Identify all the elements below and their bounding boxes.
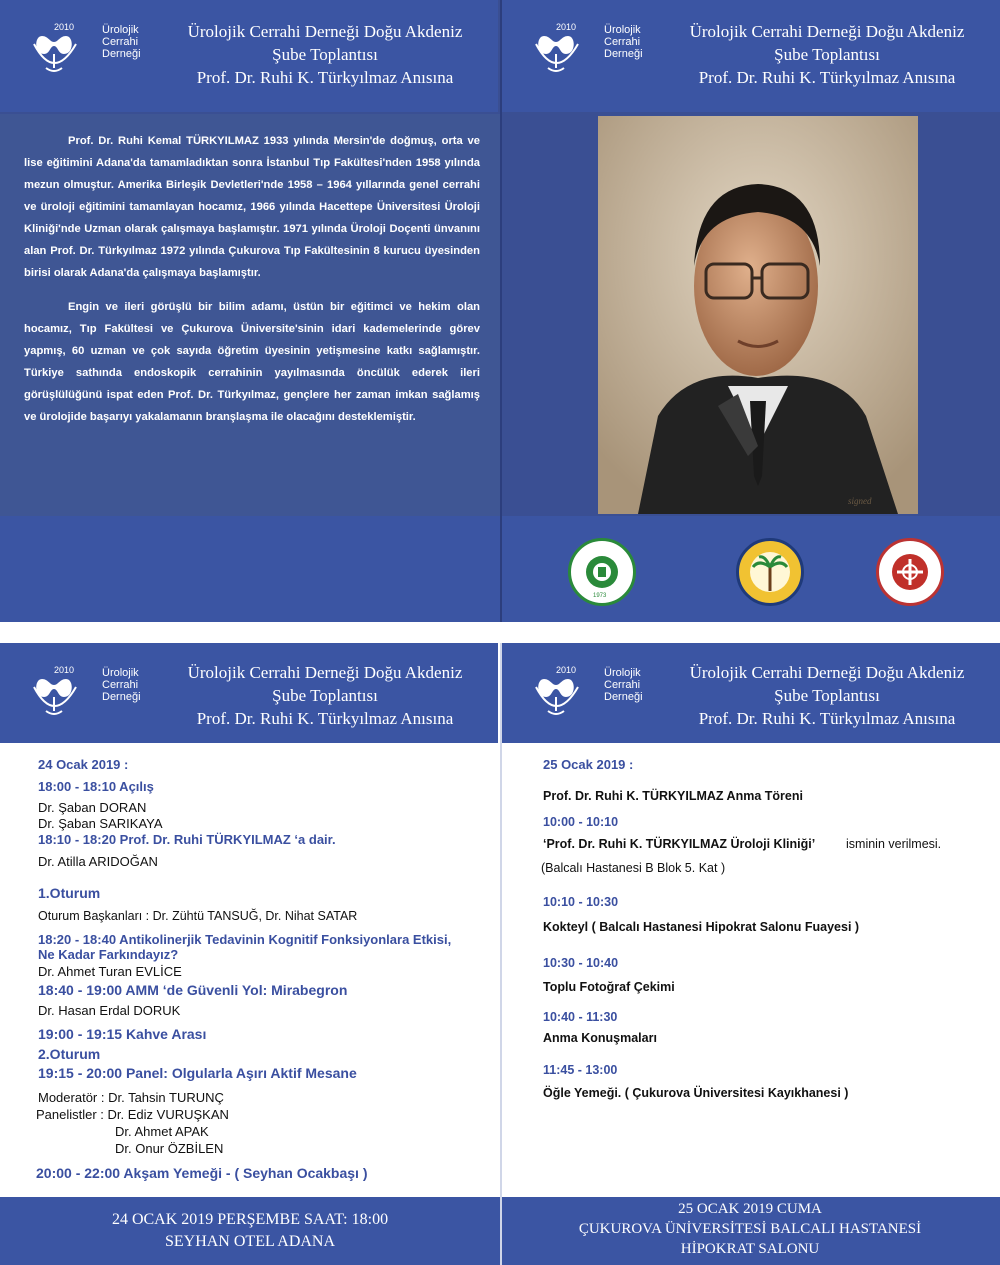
footer-line: SEYHAN OTEL ADANA	[164, 1233, 336, 1250]
program-item: Moderatör : Dr. Tahsin TURUNÇ	[38, 1090, 224, 1105]
logo-text	[102, 667, 141, 703]
kidney-logo-icon	[32, 24, 100, 78]
fold-divider	[500, 643, 502, 1265]
program-item: Dr. Atilla ARIDOĞAN	[38, 854, 158, 869]
header-left	[0, 643, 498, 743]
header-title	[160, 661, 490, 730]
association-logo	[32, 18, 152, 78]
portrait-image	[598, 116, 918, 514]
program-item: Dr. Onur ÖZBİLEN	[115, 1141, 224, 1156]
footer-right	[500, 1197, 1000, 1265]
footer-line: 25 OCAK 2019 CUMA	[678, 1201, 822, 1217]
program-item: 18:40 - 19:00 AMM ‘de Güvenli Yol: Mirabegron	[38, 982, 348, 998]
program-item: Dr. Hasan Erdal DORUK	[38, 1003, 181, 1018]
program-item: ‘Prof. Dr. Ruhi K. TÜRKYILMAZ Üroloji Kliniği’	[543, 837, 816, 851]
footer-line: HİPOKRAT SALONU	[680, 1241, 820, 1257]
program-item: 19:00 - 19:15 Kahve Arası	[38, 1026, 207, 1042]
program-item: (Balcalı Hastanesi B Blok 5. Kat )	[541, 861, 726, 875]
header-title	[662, 661, 992, 730]
logo-year: 2010	[54, 22, 75, 32]
program-item: 20:00 - 22:00 Akşam Yemeği - ( Seyhan Ocakbaşı )	[36, 1165, 368, 1181]
program-item: 19:15 - 20:00 Panel: Olgularla Aşırı Aktif Mesane	[38, 1065, 357, 1081]
program-item: 10:00 - 10:10	[543, 815, 619, 829]
logo-line: Cerrahi	[604, 679, 641, 691]
program-item: Öğle Yemeği. ( Çukurova Üniversitesi Kayıkhanesi )	[543, 1086, 849, 1100]
association-logo	[534, 661, 654, 721]
logo-line: Cerrahi	[604, 36, 641, 48]
program-item: Toplu Fotoğraf Çekimi	[543, 980, 675, 994]
header-title-line: Prof. Dr. Ruhi K. Türkyılmaz Anısına	[698, 68, 956, 87]
header-title-line: Şube Toplantısı	[774, 686, 880, 705]
svg-text:signed: signed	[848, 496, 872, 506]
kidney-logo-icon	[534, 24, 602, 78]
header-title-line: Ürolojik Cerrahi Derneği Doğu Akdeniz	[187, 663, 463, 682]
program-day1	[0, 743, 500, 1195]
header-title-line: Şube Toplantısı	[774, 45, 880, 64]
program-item: Anma Konuşmaları	[543, 1031, 657, 1045]
fold-divider	[500, 0, 502, 622]
program-item: Dr. Ahmet APAK	[115, 1124, 209, 1139]
brochure-outer-side	[0, 0, 1000, 622]
program-item: 18:10 - 18:20 Prof. Dr. Ruhi TÜRKYILMAZ ‘a dair.	[38, 832, 336, 847]
program-item: Dr. Şaban SARIKAYA	[38, 816, 163, 831]
header-title-line: Ürolojik Cerrahi Derneği Doğu Akdeniz	[689, 663, 965, 682]
logo-line: Derneği	[604, 691, 643, 703]
header-right	[502, 643, 1000, 743]
association-logo	[32, 661, 152, 721]
program-item: Prof. Dr. Ruhi K. TÜRKYILMAZ Anma Töreni	[543, 789, 803, 803]
header-title-line: Prof. Dr. Ruhi K. Türkyılmaz Anısına	[698, 709, 956, 728]
logo-text	[604, 24, 643, 60]
footer-line: 24 OCAK 2019 PERŞEMBE SAAT: 18:00	[111, 1211, 389, 1228]
session-heading: 1.Oturum	[38, 885, 101, 901]
program-item: 18:00 - 18:10 Açılış	[38, 779, 154, 794]
logo-line: Ürolojik	[604, 667, 641, 679]
program-item: 10:10 - 10:30	[543, 895, 619, 909]
biography-text	[24, 130, 480, 440]
medical-faculty-seal	[876, 538, 944, 606]
logo-text	[102, 24, 141, 60]
footer-left	[0, 1197, 500, 1265]
program-item: Panelistler : Dr. Ediz VURUŞKAN	[36, 1107, 229, 1122]
day1-date: 24 Ocak 2019 :	[38, 757, 129, 772]
header-title-line: Ürolojik Cerrahi Derneği Doğu Akdeniz	[689, 22, 965, 41]
biography-paragraph: Prof. Dr. Ruhi Kemal TÜRKYILMAZ 1933 yılında Mersin'de doğmuş, orta ve lise eğitimini Adana'da tamamladıktan sonra İstanbul Tıp Fakültesi'nden 1958 yılında mezun olmuştur. Amerika Birleşik Devletleri'nde 1958 – 1964 yıllarında genel cerrahi ve üroloji eğitimini tamamlayan hocamız, 1966 yılında Hacettepe Üniversitesi Üroloji Kliniği'nde Uzman olarak çalışmaya başlamıştır. 1971 yılında Üroloji Doçenti ünvanını alan Prof. Dr. Türkyılmaz 1972 yılında Çukurova Tıp Fakültesinin 8 kurucu üyesinden birisi olarak Adana'da çalışmaya başlamıştır.	[24, 135, 480, 279]
header-title-line: Şube Toplantısı	[272, 45, 378, 64]
logo-line: Ürolojik	[102, 667, 139, 679]
header-title-line: Ürolojik Cerrahi Derneği Doğu Akdeniz	[187, 22, 463, 41]
urology-association-seal	[736, 538, 804, 606]
kidney-logo-icon	[534, 667, 602, 721]
program-day2	[500, 743, 1000, 1195]
portrait-painting	[598, 116, 918, 514]
seal-year: 1973	[593, 593, 607, 599]
logo-text	[604, 667, 643, 703]
header-title-line: Prof. Dr. Ruhi K. Türkyılmaz Anısına	[196, 68, 454, 87]
session-heading: 2.Oturum	[38, 1046, 101, 1062]
logo-year: 2010	[54, 665, 75, 675]
program-item: Ne Kadar Farkındayız?	[38, 947, 179, 962]
program-item: Dr. Ahmet Turan EVLİCE	[38, 964, 182, 979]
logo-line: Cerrahi	[102, 679, 139, 691]
program-item: 18:20 - 18:40 Antikolinerjik Tedavinin Kognitif Fonksiyonlara Etkisi,	[38, 932, 452, 947]
header-title	[662, 20, 992, 89]
palm-tree-icon	[739, 541, 801, 603]
logo-line: Derneği	[102, 691, 141, 703]
program-item: 10:40 - 11:30	[543, 1010, 618, 1024]
logo-line: Cerrahi	[102, 36, 139, 48]
logo-year: 2010	[556, 22, 577, 32]
kidney-logo-icon	[32, 667, 100, 721]
program-item: 10:30 - 10:40	[543, 956, 619, 970]
program-item: Kokteyl ( Balcalı Hastanesi Hipokrat Salonu Fuayesi )	[543, 920, 860, 934]
program-item: Oturum Başkanları : Dr. Zühtü TANSUĞ, Dr. Nihat SATAR	[38, 909, 358, 923]
biography-paragraph: Engin ve ileri görüşlü bir bilim adamı, üstün bir eğitimci ve hekim olan hocamız, Tıp Fakültesi ve Çukurova Üniversite'sinin idari kademelerinde görev yapmış, 60 uzman ve çok sayıda öğretim üyesinin yetişmesine katkı sağlamıştır. Türkiye sathında endoskopik cerrahinin yayılmasında öncülük ederek ileri görüşlülüğünü ispat eden Prof. Dr. Türkyılmaz, gençlere her zaman imkan sağlamış ve ürolojide başarıyı yakalamanın branşlaşma ile olacağını desteklemiştir.	[24, 301, 480, 423]
program-item: 11:45 - 13:00	[543, 1063, 618, 1077]
logo-line: Derneği	[604, 48, 643, 60]
program-item: isminin verilmesi.	[846, 837, 942, 851]
cukurova-university-seal	[568, 538, 636, 606]
footer-line: ÇUKUROVA ÜNİVERSİTESİ BALCALI HASTANESİ	[578, 1221, 922, 1237]
day2-date: 25 Ocak 2019 :	[543, 757, 634, 772]
logo-line: Derneği	[102, 48, 141, 60]
association-logo	[534, 18, 654, 78]
logo-line: Ürolojik	[604, 24, 641, 36]
logo-line: Ürolojik	[102, 24, 139, 36]
header-right	[502, 0, 1000, 112]
logo-year: 2010	[556, 665, 577, 675]
header-title-line: Prof. Dr. Ruhi K. Türkyılmaz Anısına	[196, 709, 454, 728]
header-title	[160, 20, 490, 89]
header-title-line: Şube Toplantısı	[272, 686, 378, 705]
program-item: Dr. Şaban DORAN	[38, 800, 147, 815]
brochure-inner-side	[0, 643, 1000, 1265]
medical-emblem-icon	[879, 541, 941, 603]
header-left	[0, 0, 498, 112]
